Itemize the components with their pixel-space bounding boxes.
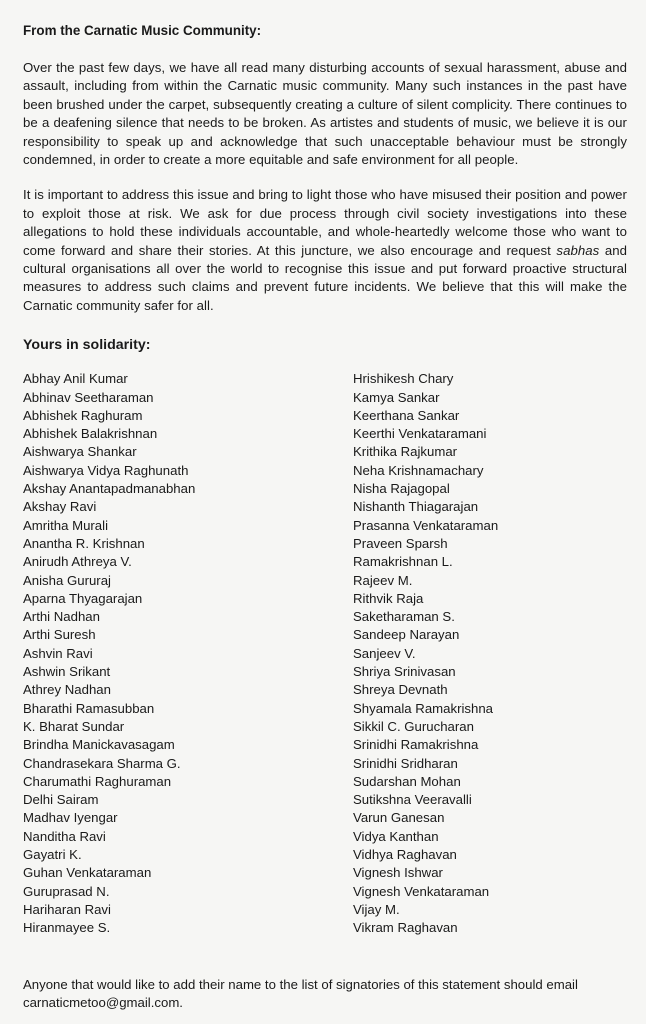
statement-heading: From the Carnatic Music Community: bbox=[23, 23, 262, 38]
paragraph-call-text-1: It is important to address this issue and bring to light those who have misused their position and power to exploit those at risk. We ask for due process through civil society investigations into these allegations to hold these individuals accountable, and whole-heartedly welcome those who want to come forward and share their stories. At this juncture, we also encourage and request bbox=[23, 187, 627, 258]
signatory-name: Vijay M. bbox=[353, 901, 400, 917]
signatories-column-right bbox=[353, 370, 623, 937]
signatory-name: Abhishek Raghuram bbox=[23, 407, 143, 423]
signatory-name: Neha Krishnamachary bbox=[353, 462, 484, 478]
signatory-name: Vikram Raghavan bbox=[353, 920, 458, 936]
signatory-name: Delhi Sairam bbox=[23, 792, 99, 808]
signatory-name: K. Bharat Sundar bbox=[23, 718, 125, 734]
signatory-name: Vignesh Ishwar bbox=[353, 865, 443, 881]
signatories-column-left bbox=[23, 370, 353, 937]
signatory-name: Aparna Thyagarajan bbox=[23, 590, 143, 606]
signatory-name: Sikkil C. Gurucharan bbox=[353, 718, 474, 734]
signatory-name: Abhishek Balakrishnan bbox=[23, 426, 158, 442]
signatory-name: Brindha Manickavasagam bbox=[23, 737, 175, 753]
signatory-name: Rithvik Raja bbox=[353, 590, 424, 606]
signatory-name: Keerthi Venkataramani bbox=[353, 426, 487, 442]
signatory-name: Arthi Suresh bbox=[23, 627, 96, 643]
paragraph-call-emphasis: sabhas bbox=[556, 242, 600, 258]
signatory-name: Amritha Murali bbox=[23, 517, 109, 533]
signatory-name: Rajeev M. bbox=[353, 572, 413, 588]
signatory-name: Vidhya Raghavan bbox=[353, 847, 457, 862]
signatory-name: Srinidhi Ramakrishna bbox=[353, 737, 479, 753]
signatory-name: Arthi Nadhan bbox=[23, 609, 100, 625]
signatory-name: Srinidhi Sridharan bbox=[353, 755, 458, 771]
signatory-name: Anantha R. Krishnan bbox=[23, 535, 145, 551]
signatory-name: Guruprasad N. bbox=[23, 883, 110, 899]
signatory-name: Saketharaman S. bbox=[353, 609, 455, 625]
signatory-name: Sutikshna Veeravalli bbox=[353, 792, 472, 808]
signatory-name: Vignesh Venkataraman bbox=[353, 883, 490, 899]
signatory-name: Sudarshan Mohan bbox=[353, 773, 461, 789]
signatory-name: Ashwin Srikant bbox=[23, 664, 111, 680]
paragraph-call-text-2: and cultural organisations all over the world to recognise this issue and put forward proactive structural measures to address such claims and prevent future incidents. We believe that this will make the Carnatic community safer for all. bbox=[23, 242, 627, 313]
signatory-name: Abhinav Seetharaman bbox=[23, 389, 154, 405]
signatory-name: Kamya Sankar bbox=[353, 389, 440, 405]
signatory-name: Akshay Ravi bbox=[23, 499, 97, 515]
signatory-name: Nishanth Thiagarajan bbox=[353, 499, 479, 515]
signatory-name: Aishwarya Shankar bbox=[23, 444, 137, 460]
signatory-name: Keerthana Sankar bbox=[353, 407, 460, 423]
paragraph-intro: Over the past few days, we have all read many disturbing accounts of sexual harassment, abuse and assault, including from within the Carnatic music community. Many such instances in the past have been brushed under the carpet, subsequently creating a culture of silent complicity. There continues to be a deafening silence that needs to be broken. As artistes and students of music, we believe it is our responsibility to speak up and acknowledge that such unacceptable behaviour must be strongly condemned, in order to create a more equitable and safe environment for all people. bbox=[23, 60, 627, 168]
signatory-name: Guhan Venkataraman bbox=[23, 865, 152, 881]
signatory-name: Praveen Sparsh bbox=[353, 535, 448, 551]
signatory-name: Prasanna Venkataraman bbox=[353, 517, 499, 533]
signatory-name: Aishwarya Vidya Raghunath bbox=[23, 462, 189, 478]
signatory-name: Hiranmayee S. bbox=[23, 920, 111, 936]
signatory-name: Vidya Kanthan bbox=[353, 828, 439, 844]
signatory-name: Varun Ganesan bbox=[353, 810, 445, 826]
signatory-name: Gayatri K. bbox=[23, 847, 82, 862]
signatory-name: Nisha Rajagopal bbox=[353, 481, 450, 497]
signatory-name: Sandeep Narayan bbox=[353, 627, 460, 643]
signatory-name: Athrey Nadhan bbox=[23, 682, 111, 698]
signatory-name: Shyamala Ramakrishna bbox=[353, 700, 493, 716]
signatory-name: Chandrasekara Sharma G. bbox=[23, 755, 181, 771]
signatory-name: Ramakrishnan L. bbox=[353, 554, 453, 570]
signatory-name: Charumathi Raghuraman bbox=[23, 773, 172, 789]
paragraph-call-to-action bbox=[23, 186, 627, 315]
signatory-name: Anisha Gururaj bbox=[23, 572, 111, 588]
signatory-name: Sanjeev V. bbox=[353, 645, 416, 661]
signatory-name: Bharathi Ramasubban bbox=[23, 700, 155, 716]
signatory-name: Shreya Devnath bbox=[353, 682, 448, 698]
signatory-name: Anirudh Athreya V. bbox=[23, 554, 132, 570]
signatory-name: Abhay Anil Kumar bbox=[23, 371, 128, 387]
signatory-name: Nanditha Ravi bbox=[23, 828, 106, 844]
signatories-list bbox=[23, 370, 627, 937]
footer-note: Anyone that would like to add their name to the list of signatories of this statement should email carnaticmetoo@gmail.com. bbox=[23, 977, 578, 1011]
signatory-name: Hariharan Ravi bbox=[23, 901, 111, 917]
signatory-name: Hrishikesh Chary bbox=[353, 371, 454, 387]
signatory-name: Akshay Anantapadmanabhan bbox=[23, 481, 196, 497]
signatory-name: Krithika Rajkumar bbox=[353, 444, 458, 460]
signatory-name: Madhav Iyengar bbox=[23, 810, 118, 826]
signatory-name: Shriya Srinivasan bbox=[353, 664, 456, 680]
solidarity-heading: Yours in solidarity: bbox=[23, 337, 151, 354]
signatory-name: Ashvin Ravi bbox=[23, 645, 93, 661]
